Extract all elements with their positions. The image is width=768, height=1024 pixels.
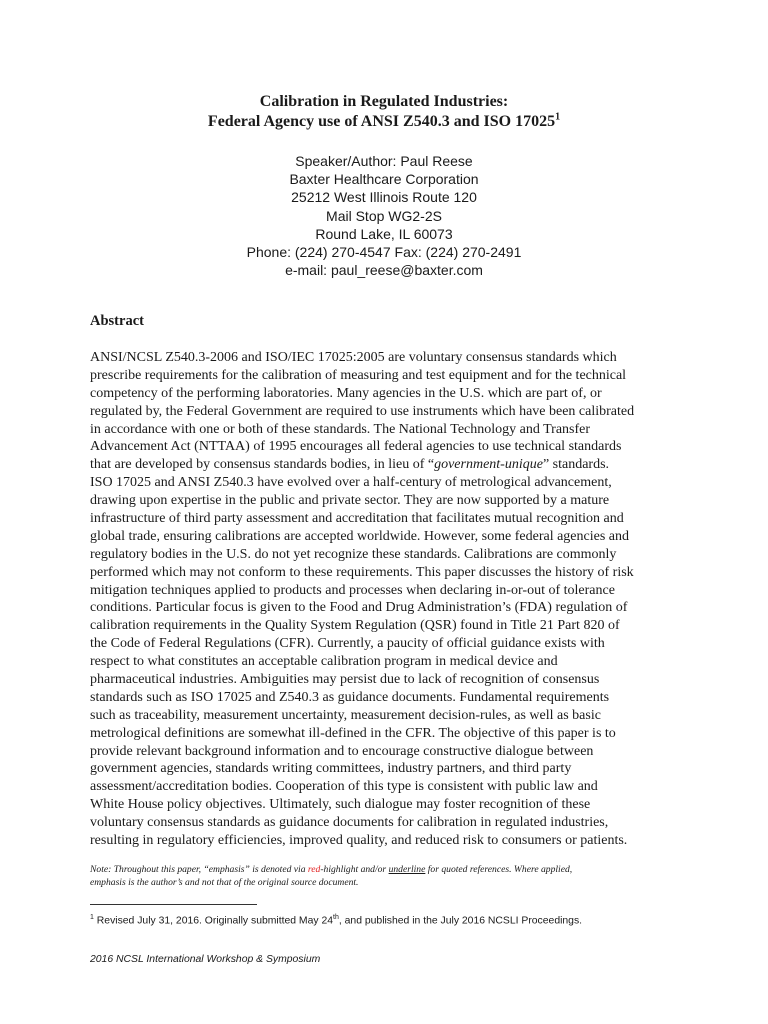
author-block: [0, 152, 768, 279]
abstract-line: ISO 17025 and ANSI Z540.3 have evolved over a half-century of metrological advancement,: [90, 475, 612, 491]
abstract-line: respect to what constitutes an acceptable calibration program in medical device and: [90, 654, 558, 670]
footnote-divider: [90, 904, 257, 905]
paper-title: [0, 92, 768, 132]
abstract-line: competency of the performing laboratories. Many agencies in the U.S. which are part of, or: [90, 385, 602, 401]
abstract-line: calibration requirements in the Quality System Regulation (QSR) found in Title 21 Part 820 of: [90, 618, 620, 634]
abstract-body: [90, 349, 680, 850]
abstract-line: infrastructure of third party assessment and accreditation that facilitates mutual recognition and: [90, 511, 624, 527]
abstract-line: mitigation techniques applied to products and processes when declaring in-or-out of tolerance: [90, 582, 615, 598]
abstract-line: White House policy objectives. Ultimately, such dialogue may foster recognition of these: [90, 797, 591, 813]
abstract-line: the Code of Federal Regulations (CFR). Currently, a paucity of official guidance exists with: [90, 636, 605, 652]
abstract-line: Advancement Act (NTTAA) of 1995 encourages all federal agencies to use technical standards: [90, 439, 622, 455]
note-text: -highlight and/or: [320, 864, 389, 875]
abstract-line: that are developed by consensus standards bodies, in lieu of “government-unique” standards.: [90, 457, 610, 473]
emphasis-note: [90, 864, 690, 889]
abstract-line: voluntary consensus standards as guidance documents for calibration in regulated industries,: [90, 815, 609, 831]
author-line: Mail Stop WG2-2S: [326, 207, 442, 224]
abstract-line: regulatory bodies in the U.S. do not yet recognize these standards. Calibrations are commonly: [90, 546, 617, 562]
note-red-word: red: [307, 864, 321, 875]
title-line-1: Calibration in Regulated Industries:: [259, 93, 509, 110]
abstract-line: ANSI/NCSL Z540.3-2006 and ISO/IEC 17025:2005 are voluntary consensus standards which: [90, 350, 617, 365]
footnote-text: Revised July 31, 2016. Originally submitted May 24: [93, 915, 334, 927]
emphasized-term: government-unique: [434, 457, 543, 473]
footnote-superscript: th: [333, 914, 339, 921]
author-line: Round Lake, IL 60073: [315, 225, 453, 242]
abstract-line: resulting in regulatory efficiencies, improved quality, and reduced risk to consumers or patients.: [90, 833, 628, 849]
footnote: [90, 914, 582, 926]
abstract-line: standards such as ISO 17025 and Z540.3 as guidance documents. Fundamental requirements: [90, 689, 610, 705]
author-line: Phone: (224) 270-4547 Fax: (224) 270-2491: [246, 244, 522, 261]
abstract-line: assessment/accreditation bodies. Cooperation of this type is consistent with public law and: [90, 779, 598, 795]
abstract-line: regulated by, the Federal Government are required to use instruments which have been calibrated: [90, 403, 635, 419]
abstract-line: such as traceability, measurement uncertainty, measurement decision-rules, as well as basic: [90, 707, 601, 723]
note-line-1: [90, 864, 690, 877]
abstract-line: in accordance with one or both of these standards. The National Technology and Transfer: [90, 421, 591, 437]
abstract-line: pharmaceutical industries. Ambiguities may persist due to lack of recognition of consensus: [90, 672, 600, 688]
author-line: 25212 West Illinois Route 120: [291, 189, 477, 206]
abstract-line: drawing upon expertise in the public and private sector. They are now supported by a mature: [90, 493, 610, 509]
abstract-line: conditions. Particular focus is given to the Food and Drug Administration’s (FDA) regulation of: [90, 600, 628, 616]
note-line-2: emphasis is the author’s and not that of the original source document.: [90, 876, 359, 888]
title-footnote-marker: 1: [555, 111, 561, 123]
abstract-line: global trade, ensuring calibrations are accepted worldwide. However, some federal agencies and: [90, 528, 629, 544]
title-line-2: [0, 112, 768, 132]
abstract-line: performed which may not conform to these requirements. This paper discusses the history of risk: [90, 564, 634, 580]
abstract-line: provide relevant background information and to encourage constructive dialogue between: [90, 743, 594, 759]
abstract-heading: Abstract: [90, 313, 144, 329]
note-underline-word: underline: [388, 864, 426, 875]
abstract-line: metrological definitions are somewhat ill-defined in the CFR. The objective of this paper is to: [90, 725, 616, 741]
note-text: Note: Throughout this paper, “emphasis” is denoted via: [90, 864, 308, 875]
footnote-text: , and published in the July 2016 NCSLI Proceedings.: [338, 915, 583, 927]
author-line: e-mail: paul_reese@baxter.com: [285, 262, 483, 279]
author-line: Speaker/Author: Paul Reese: [295, 153, 473, 169]
title-line-2-text: Federal Agency use of ANSI Z540.3 and ISO 17025: [207, 113, 556, 130]
page-footer: 2016 NCSL International Workshop & Symposium: [90, 954, 321, 965]
note-text: for quoted references. Where applied,: [425, 864, 573, 875]
author-line: Baxter Healthcare Corporation: [289, 171, 479, 188]
abstract-line: government agencies, standards writing committees, industry partners, and third party: [90, 761, 572, 777]
footnote-marker: 1: [90, 914, 94, 921]
abstract-line: prescribe requirements for the calibration of measuring and test equipment and for the technical: [90, 367, 627, 383]
